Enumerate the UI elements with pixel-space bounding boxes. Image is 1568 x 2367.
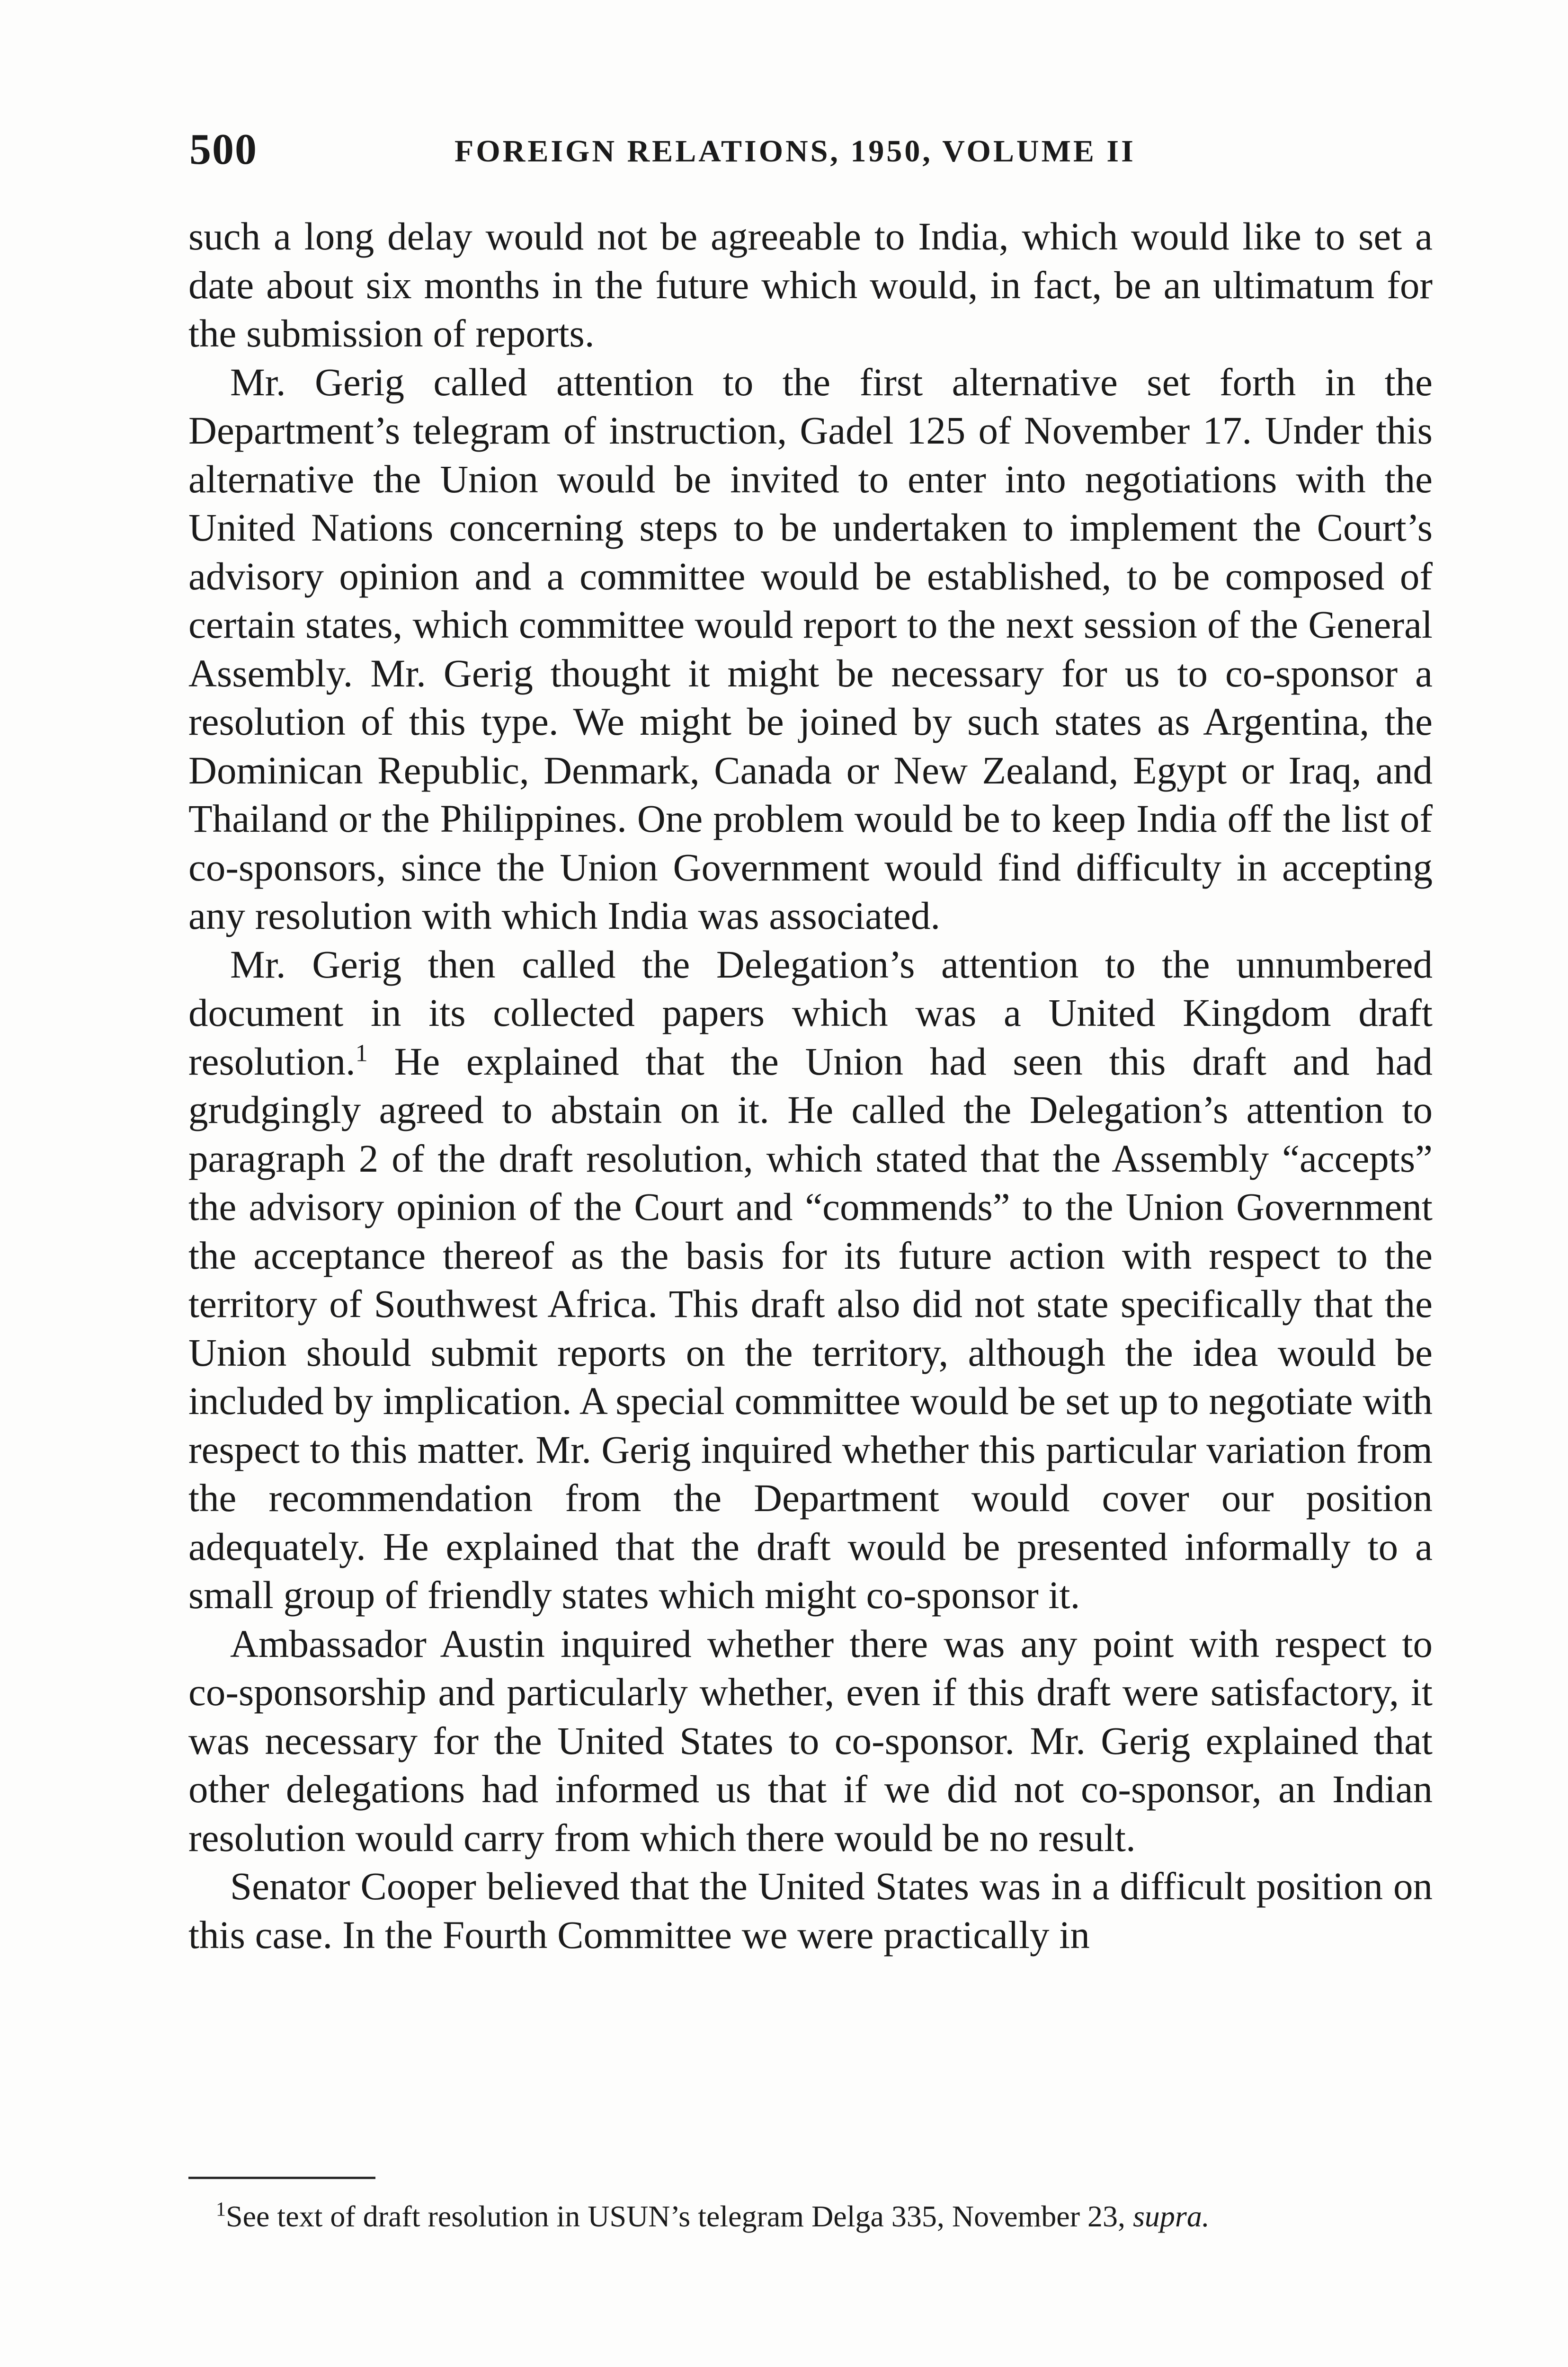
footnote-reference: 1 (355, 1039, 368, 1067)
paragraph-continued: such a long delay would not be agreeable to India, which would like to set a date about six months in the future which would, in fact, be an ultimatum for the submission of reports. (188, 214, 1433, 355)
page-number: 500 (189, 125, 258, 173)
paragraph-austin: Ambassador Austin inquired whether there was any point with respect to co-sponsorship and particularly whether, even if this draft were satisfactory, it was necessary for the United States to co-sponsor. Mr. Gerig explained that other delegations had informed us that if we did not co-sponsor, an Indian resolution would carry from which there would be no result. (188, 1621, 1433, 1860)
footnote-text: See text of draft resolution in USUN’s telegram Delga 335, November 23, (226, 2199, 1133, 2233)
footnote-mark: 1 (216, 2198, 226, 2221)
body-text (188, 212, 1433, 1959)
paragraph-gerig-alternative: Mr. Gerig called attention to the first alternative set forth in the Department’s telegram of instruction, Gadel 125 of November 17. Under this alternative the Union would be invited to enter into negotiations with the United Nations concerning steps to be undertaken to implement the Court’s advisory opinion and a committee would be established, to be composed of certain states, which committee would report to the next session of the General Assembly. Mr. Gerig thought it might be necessary for us to co-sponsor a resolution of this type. We might be joined by such states as Argentina, the Dominican Republic, Denmark, Canada or New Zealand, Egypt or Iraq, and Thailand or the Philippines. One problem would be to keep India off the list of co-sponsors, since the Union Government would find difficulty in accepting any resolution with which India was associated. (188, 360, 1433, 937)
footnote-italic: supra. (1133, 2199, 1210, 2233)
paragraph-uk-draft-rest: He explained that the Union had seen this draft and had grudgingly agreed to abstain on it. He called the Delegation’s attention to paragraph 2 of the draft resolution, which stated that the Assembly “accepts” the advisory opinion of the Court and “commends” to the Union Government the acceptance thereof as the basis for its future action with respect to the territory of Southwest Africa. This draft also did not state specifically that the Union should submit reports on the territory, although the idea would be included by implication. A special committee would be set up to negotiate with respect to this matter. Mr. Gerig inquired whether this particular variation from the recommendation from the Department would cover our position adequately. He explained that the draft would be presented informally to a small group of friendly states which might co-sponsor it. (188, 1039, 1433, 1617)
page-header (189, 124, 1430, 176)
footnote (188, 2197, 1433, 2236)
paragraph-uk-draft (188, 940, 1433, 1620)
footnote-divider (188, 2177, 375, 2179)
paragraph-cooper: Senator Cooper believed that the United States was in a difficult position on this case. In the Fourth Committee we were practically in (188, 1864, 1433, 1957)
running-title: FOREIGN RELATIONS, 1950, VOLUME II (454, 134, 1136, 169)
paragraph-uk-draft-lead: Mr. Gerig then called the Delegation’s attention to the unnumbered document in its collected papers which was a United Kingdom draft resolution. (188, 942, 1433, 1083)
